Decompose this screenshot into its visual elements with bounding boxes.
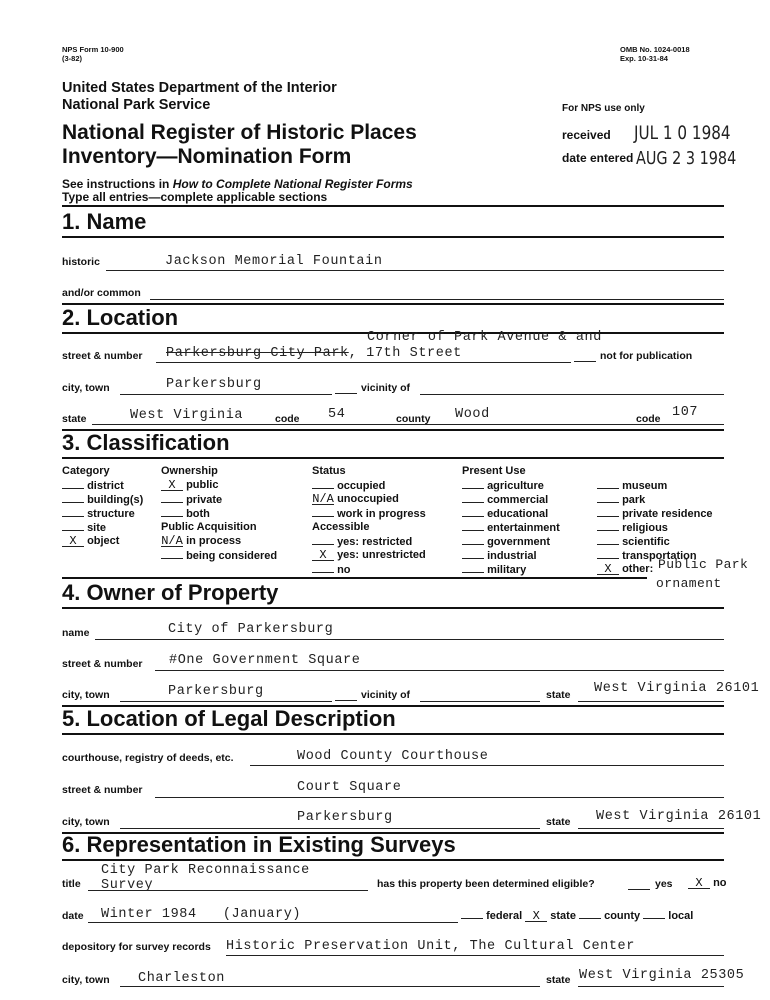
entry-line xyxy=(420,701,540,702)
survey-state-label: state xyxy=(546,974,571,986)
legal-state-value: West Virginia 26101 xyxy=(596,809,762,824)
category-structure: structure xyxy=(62,506,143,520)
section-5-title: 5. Location of Legal Description xyxy=(62,706,396,731)
expiration: Exp. 10-31-84 xyxy=(620,54,668,63)
ownership-heading: Ownership xyxy=(161,465,218,477)
depository-label: depository for survey records xyxy=(62,941,211,953)
legal-street-value: Court Square xyxy=(297,780,402,795)
status-work: work in progress xyxy=(312,506,426,520)
entry-line xyxy=(95,639,724,640)
category-object: X object xyxy=(62,534,143,548)
service: National Park Service xyxy=(62,97,211,113)
use-government: government xyxy=(462,534,560,548)
section-3-title: 3. Classification xyxy=(62,430,230,455)
status-heading: Status xyxy=(312,465,346,477)
survey-date-value: Winter 1984 (January) xyxy=(101,907,302,922)
form-number: NPS Form 10-900 xyxy=(62,45,124,54)
acquisition-heading: Public Acquisition xyxy=(161,521,257,533)
entry-line xyxy=(420,394,724,395)
owner-street-value: #One Government Square xyxy=(169,653,361,668)
accessible-unrestricted: X yes: unrestricted xyxy=(312,548,426,562)
accessible-heading: Accessible xyxy=(312,521,370,533)
not-for-publication: not for publication xyxy=(600,350,693,362)
section-rule xyxy=(62,607,724,609)
street-struck: Parkersburg City Park xyxy=(166,346,349,361)
accessible-restricted: yes: restricted xyxy=(312,534,426,548)
received-label: received xyxy=(562,128,611,142)
status-column xyxy=(312,464,426,576)
legal-city-value: Parkersburg xyxy=(297,810,393,825)
legal-street-label: street & number xyxy=(62,784,143,796)
entry-line xyxy=(120,701,332,702)
entry-line xyxy=(574,361,596,362)
courthouse-value: Wood County Courthouse xyxy=(297,749,489,764)
use-entertainment: entertainment xyxy=(462,520,560,534)
present-use-heading: Present Use xyxy=(462,465,526,477)
owner-city-label: city, town xyxy=(62,689,110,701)
section-rule xyxy=(62,236,724,238)
entry-line xyxy=(120,986,540,987)
entry-line xyxy=(150,299,724,300)
use-commercial: commercial xyxy=(462,492,560,506)
street-added: Corner of Park Avenue & and xyxy=(367,330,602,345)
entry-line xyxy=(578,828,724,829)
use-museum: museum xyxy=(597,478,713,492)
present-use-column xyxy=(462,464,560,576)
eligible-question: has this property been determined eligible? xyxy=(377,878,595,890)
entry-line xyxy=(578,986,724,987)
survey-city-value: Charleston xyxy=(138,971,226,986)
street-value-text: , 17th Street xyxy=(348,346,462,361)
entry-line xyxy=(250,765,724,766)
instructions-2: Type all entries—complete applicable sections xyxy=(62,190,328,204)
state-value: West Virginia xyxy=(130,408,244,423)
county-value: Wood xyxy=(455,407,490,422)
street-value xyxy=(166,346,462,361)
section-rule xyxy=(62,457,724,459)
owner-name-value: City of Parkersburg xyxy=(168,622,334,637)
eligible-yes: yes xyxy=(655,878,673,890)
accessible-no: no xyxy=(312,562,426,576)
owner-city-value: Parkersburg xyxy=(168,684,264,699)
historic-value: Jackson Memorial Fountain xyxy=(165,254,383,269)
code-label: code xyxy=(275,413,300,425)
use-educational: educational xyxy=(462,506,560,520)
legal-city-label: city, town xyxy=(62,816,110,828)
section-rule xyxy=(62,859,724,861)
survey-state-value: West Virginia 25305 xyxy=(579,968,745,983)
entry-line xyxy=(92,424,724,425)
category-district: district xyxy=(62,478,143,492)
status-occupied: occupied xyxy=(312,478,426,492)
ownership-private: private xyxy=(161,492,277,506)
street-label: street & number xyxy=(62,350,143,362)
eligible-no-option: X no xyxy=(688,876,727,890)
county-label: county xyxy=(396,413,431,425)
ownership-both: both xyxy=(161,506,277,520)
entry-line xyxy=(156,362,571,363)
survey-title-value: City Park Reconnaissance xyxy=(101,863,310,878)
omb-number: OMB No. 1024-0018 xyxy=(620,45,690,54)
section-6-title: 6. Representation in Existing Surveys xyxy=(62,832,456,857)
entry-line xyxy=(106,270,724,271)
entry-line xyxy=(155,797,724,798)
section-2-title: 2. Location xyxy=(62,305,179,330)
form-subtitle: Inventory—Nomination Form xyxy=(62,145,352,168)
owner-state-value: West Virginia 26101 xyxy=(594,681,760,696)
entry-line xyxy=(88,922,458,923)
entry-line xyxy=(226,955,724,956)
use-park: park xyxy=(597,492,713,506)
owner-state-label: state xyxy=(546,689,571,701)
vicinity-label: vicinity of xyxy=(361,382,411,394)
state-label: state xyxy=(62,413,87,425)
entry-line xyxy=(628,889,650,890)
owner-vicinity-label: vicinity of xyxy=(361,689,411,701)
owner-name-label: name xyxy=(62,627,90,639)
use-agriculture: agriculture xyxy=(462,478,560,492)
entry-line xyxy=(155,670,724,671)
use-private-residence: private residence xyxy=(597,506,713,520)
code2-label: code xyxy=(636,413,661,425)
section-rule xyxy=(62,205,724,207)
use-scientific: scientific xyxy=(597,534,713,548)
section-rule xyxy=(62,733,724,735)
section-rule xyxy=(62,577,647,579)
acquisition-in-process: N/A in process xyxy=(161,534,242,548)
use-religious: religious xyxy=(597,520,713,534)
owner-street-label: street & number xyxy=(62,658,143,670)
entry-line xyxy=(88,890,368,891)
code-value: 54 xyxy=(328,407,346,422)
category-heading: Category xyxy=(62,465,110,477)
instructions: See instructions in How to Complete National Register Forms xyxy=(62,177,413,191)
category-column xyxy=(62,464,143,548)
other-value-2: ornament xyxy=(656,576,722,591)
form-date: (3-82) xyxy=(62,54,83,63)
ownership-public: X public xyxy=(161,478,277,492)
level-options: federal X state county local xyxy=(461,908,693,923)
category-site: site xyxy=(62,520,143,534)
use-transportation: transportation xyxy=(597,548,713,562)
section-4-title: 4. Owner of Property xyxy=(62,580,279,605)
use-other: X other: xyxy=(597,562,713,576)
city-label: city, town xyxy=(62,382,110,394)
survey-title-label: title xyxy=(62,878,81,890)
entry-line xyxy=(335,393,357,394)
entry-line xyxy=(120,394,332,395)
date-entered-label: date entered xyxy=(562,151,634,165)
department: United States Department of the Interior xyxy=(62,80,337,96)
common-label: and/or common xyxy=(62,287,141,299)
acquisition-considered: being considered xyxy=(161,548,277,562)
survey-title-value-2: Survey xyxy=(101,878,154,893)
date-entered-stamp: AUG 2 3 1984 xyxy=(636,148,737,169)
other-value: Public Park xyxy=(658,557,749,572)
nps-use-label: For NPS use only xyxy=(562,103,645,114)
survey-date-label: date xyxy=(62,910,84,922)
entry-line xyxy=(335,700,357,701)
ownership-column xyxy=(161,464,277,562)
use-military: military xyxy=(462,562,560,576)
legal-state-label: state xyxy=(546,816,571,828)
city-value: Parkersburg xyxy=(166,377,262,392)
entry-line xyxy=(578,701,724,702)
historic-label: historic xyxy=(62,256,100,268)
section-1-title: 1. Name xyxy=(62,209,147,234)
use-industrial: industrial xyxy=(462,548,560,562)
received-stamp: JUL 1 0 1984 xyxy=(634,122,731,144)
entry-line xyxy=(120,828,540,829)
code2-value: 107 xyxy=(672,405,699,420)
status-unoccupied: N/A unoccupied xyxy=(312,492,399,506)
depository-value: Historic Preservation Unit, The Cultural Center xyxy=(226,939,635,954)
survey-city-label: city, town xyxy=(62,974,110,986)
form-title: National Register of Historic Places xyxy=(62,121,417,144)
category-building: building(s) xyxy=(62,492,143,506)
courthouse-label: courthouse, registry of deeds, etc. xyxy=(62,752,234,764)
